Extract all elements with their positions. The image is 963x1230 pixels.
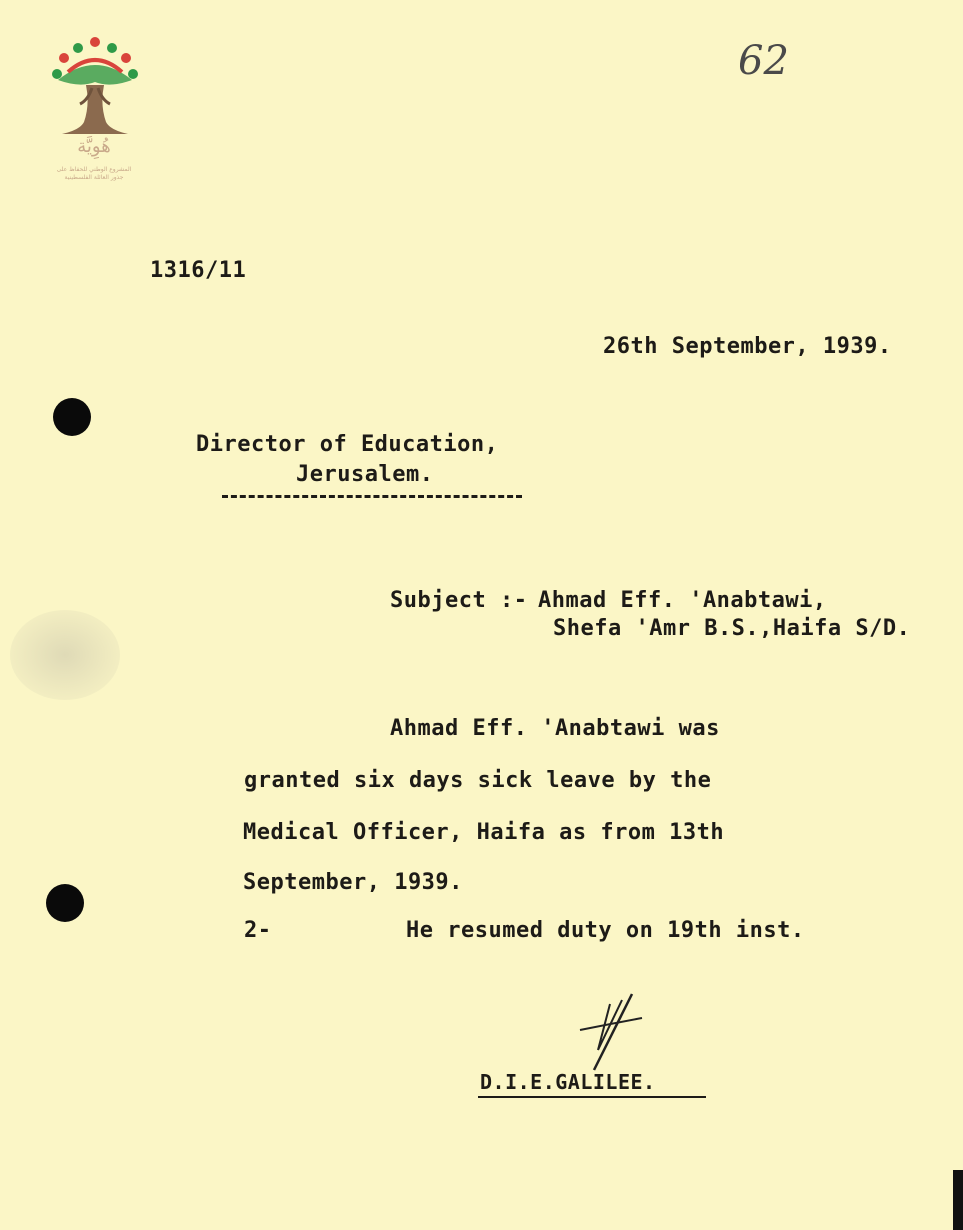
subject-label: Subject :- bbox=[390, 588, 528, 613]
logo-arabic-title: هُوِيَّة bbox=[77, 136, 111, 157]
page-edge-shadow bbox=[953, 1170, 963, 1230]
handwritten-signature-icon bbox=[560, 990, 650, 1075]
subject-line-1: Ahmad Eff. 'Anabtawi, bbox=[538, 588, 827, 613]
addressee-rule bbox=[222, 495, 522, 498]
body-line: granted six days sick leave by the bbox=[244, 768, 712, 793]
subject-line-2: Shefa 'Amr B.S.,Haifa S/D. bbox=[553, 616, 911, 641]
logo-caption bbox=[34, 136, 154, 182]
stain-mark bbox=[10, 610, 120, 700]
addressee-title: Director of Education, bbox=[196, 432, 499, 457]
reference-number: 1316/11 bbox=[150, 258, 247, 283]
logo-caption-line: المشروع الوطني للحفاظ على bbox=[56, 166, 132, 173]
body-line: He resumed duty on 19th inst. bbox=[406, 918, 805, 943]
body-line: September, 1939. bbox=[243, 870, 463, 895]
body-line: Ahmad Eff. 'Anabtawi was bbox=[390, 716, 720, 741]
punch-hole-top bbox=[53, 398, 91, 436]
signature-name: D.I.E.GALILEE. bbox=[480, 1070, 656, 1094]
page-mark: 62 bbox=[738, 38, 789, 84]
punch-hole-bottom bbox=[46, 884, 84, 922]
body-line: Medical Officer, Haifa as from 13th bbox=[243, 820, 725, 845]
logo-caption-line: جذور العائلة الفلسطينية bbox=[64, 174, 124, 181]
letter-date: 26th September, 1939. bbox=[603, 334, 892, 359]
addressee-city: Jerusalem. bbox=[296, 462, 434, 487]
paragraph-number: 2- bbox=[244, 918, 272, 943]
signature-underline bbox=[478, 1096, 706, 1098]
